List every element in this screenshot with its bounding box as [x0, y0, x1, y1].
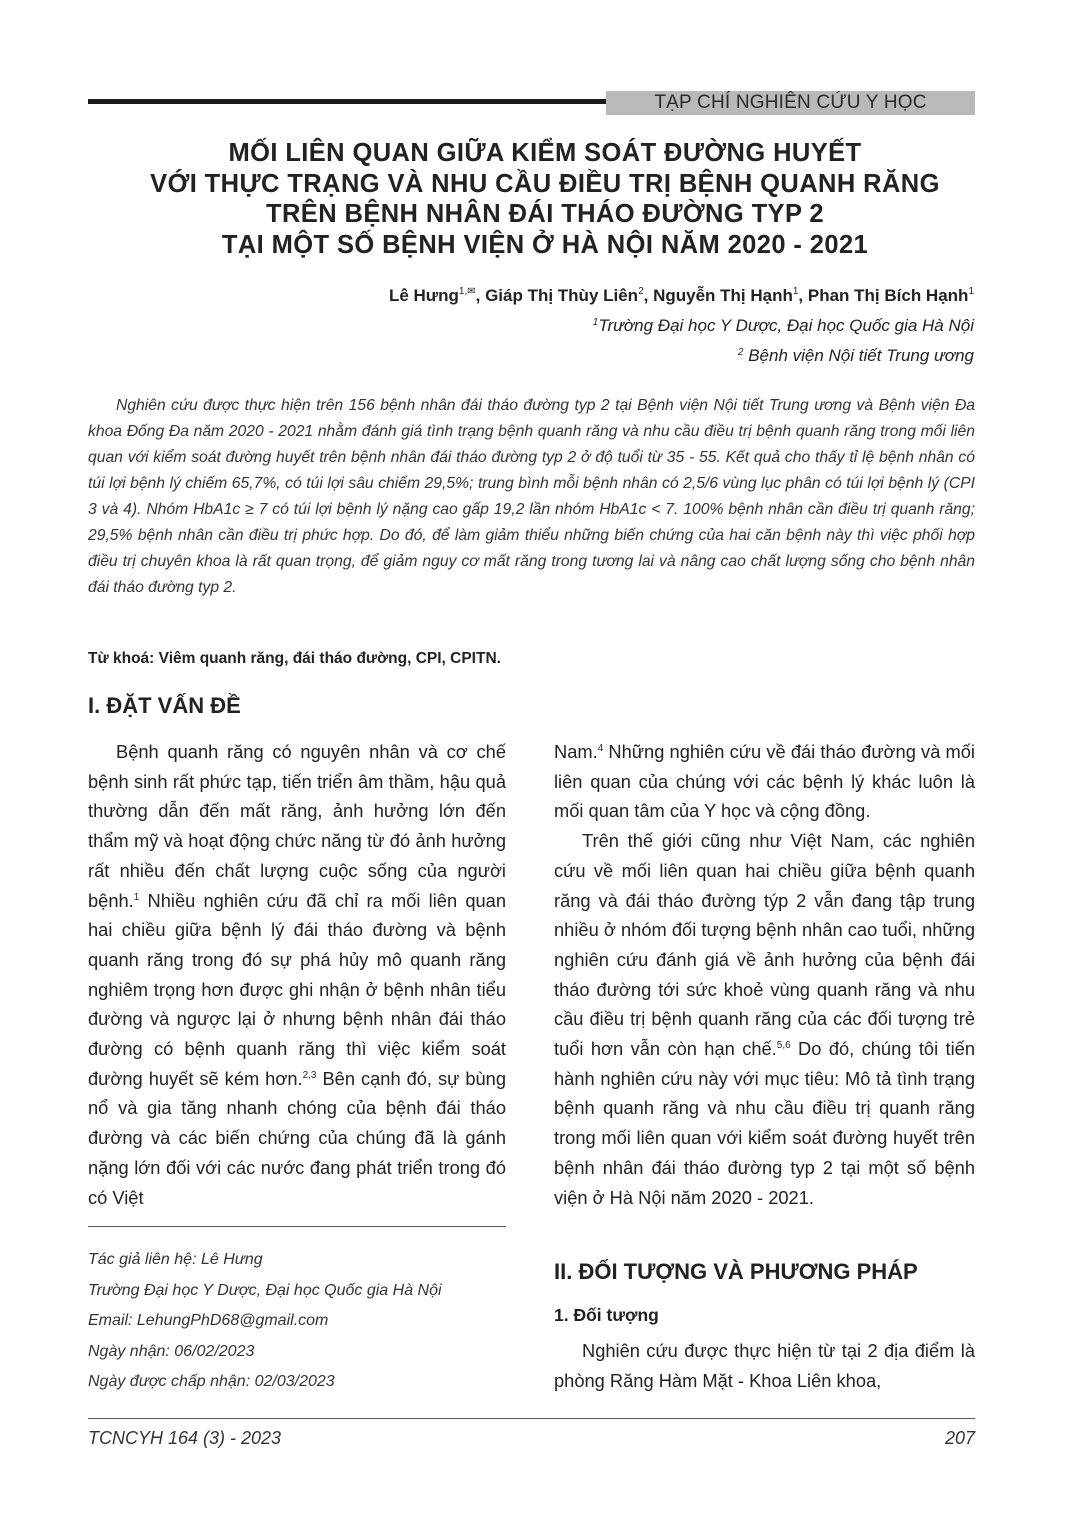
text-run: Nhiều nghiên cứu đã chỉ ra mối liên quan hai chiều giữa bệnh lý đái tháo đường và bệnh quanh răng trong đó sự phá hủy mô quanh răng nghiêm trọng hơn được ghi nhận ở bệnh nhân tiểu đường và ngược lại ở nhưng bệnh nhân đái tháo đường có bệnh quanh răng thì việc kiểm soát đường huyết sẽ kém hơn. — [88, 889, 506, 1089]
keywords: Từ khoá: Viêm quanh răng, đái tháo đường, CPI, CPITN. — [88, 650, 501, 667]
text-run: Bên cạnh đó, sự bùng nổ và gia tăng nhanh chóng của bệnh đái tháo đường và các biến chứng của chúng đã là gánh nặng lớn đối với các nước đang phát triển trong đó có Việt — [88, 1067, 506, 1208]
text-run: Trên thế giới cũng như Việt Nam, các nghiên cứu về mối liên quan hai chiều giữa bệnh quanh răng và đái tháo đường týp 2 vẫn đang tập trung nhiều ở nhóm đối tượng bệnh nhân cao tuổi, những nghiên cứu đánh giá về ảnh hưởng của bệnh đái tháo đường tới sức khoẻ vùng quanh răng và nhu cầu điều trị bệnh quanh răng của các đối tượng trẻ tuổi hơn vẫn còn hạn chế. — [554, 830, 975, 1060]
text-run: Những nghiên cứu về đái tháo đường và mối liên quan của chúng với các bệnh lý khác luôn là mối quan tâm của Y học và cộng đồng. — [554, 741, 975, 822]
affiliation-text: Trường Đại học Y Dược, Đại học Quốc gia Hà Nội — [598, 316, 974, 335]
author-name: Giáp Thị Thùy Liên — [485, 286, 639, 305]
footnote-line: Email: LehungPhD68@gmail.com — [88, 1312, 329, 1329]
citation-ref: 2,3 — [302, 1069, 317, 1081]
author-name: Phan Thị Bích Hạnh — [807, 286, 969, 305]
citation-ref: 1 — [133, 891, 140, 903]
intro-paragraph-cont — [554, 737, 975, 826]
abstract: Nghiên cứu được thực hiện trên 156 bệnh nhân đái tháo đường typ 2 tại Bệnh viện Nội tiết Trung ương và Bệnh viện Đa khoa Đống Đa năm 2020 - 2021 nhằm đánh giá tình trạng bệnh quanh răng và nhu cầu điều trị bệnh quanh răng trong mối liên quan với kiểm soát đường huyết trên bệnh nhân đái tháo đường typ 2 ở độ tuổi từ 35 - 55. Kết quả cho thấy tỉ lệ bệnh nhân có túi lợi bệnh lý chiếm 65,7%, có túi lợi sâu chiếm 29,5%; trung bình mỗi bệnh nhân có 2,5/6 vùng lục phân có túi lợi bệnh lý (CPI 3 và 4). Nhóm HbA1c ≥ 7 có túi lợi bệnh lý nặng cao gấp 19,2 lần nhóm HbA1c < 7. 100% bệnh nhân cần điều trị quanh răng; 29,5% bệnh nhân cần điều trị phức hợp. Do đó, để làm giảm thiểu những biến chứng của hai căn bệnh này thì việc phối hợp điều trị chuyên khoa là rất quan trọng, để giảm nguy cơ mất răng trong tương lai và nâng cao chất lượng sống cho bệnh nhân đái tháo đường typ 2. — [88, 397, 975, 596]
author-name: Nguyễn Thị Hạnh — [653, 286, 793, 305]
header-rule — [88, 99, 608, 104]
affiliation-sup: 1 — [592, 317, 599, 328]
affiliation-1 — [593, 316, 974, 336]
author-sep: , — [798, 286, 808, 305]
author-sup: 1,✉ — [458, 286, 476, 297]
footnote-line: Ngày được chấp nhận: 02/03/2023 — [88, 1373, 335, 1390]
title-line: MỐI LIÊN QUAN GIỮA KIỂM SOÁT ĐƯỜNG HUYẾT — [228, 139, 862, 167]
section-heading-methods: II. ĐỐI TƯỢNG VÀ PHƯƠNG PHÁP — [554, 1259, 918, 1284]
right-column — [554, 737, 975, 1212]
affiliation-sup: 2 — [737, 347, 744, 358]
author-sup: 2 — [638, 286, 644, 297]
author-sup: 1 — [968, 286, 974, 297]
correspondence-footnote — [88, 1245, 442, 1398]
author-sep: , — [475, 286, 486, 305]
title-line: TRÊN BỆNH NHÂN ĐÁI THÁO ĐƯỜNG TYP 2 — [266, 200, 824, 228]
title-line: TẠI MỘT SỐ BỆNH VIỆN Ở HÀ NỘI NĂM 2020 - 2021 — [221, 230, 869, 259]
footnote-line: Ngày nhận: 06/02/2023 — [88, 1342, 255, 1360]
left-column — [88, 737, 506, 1212]
footnote-rule — [88, 1226, 506, 1227]
text-run: Do đó, chúng tôi tiến hành nghiên cứu này với mục tiêu: Mô tả tình trạng bệnh quanh răng và nhu cầu điều trị quanh răng trong mối liên quan với kiểm soát đường huyết trên bệnh nhân đái tháo đường typ 2 tại một số bệnh viện ở Hà Nội năm 2020 - 2021. — [554, 1038, 975, 1208]
intro-paragraph — [88, 737, 506, 1212]
affiliation-text: Bệnh viện Nội tiết Trung ương — [743, 346, 974, 365]
author-list — [389, 286, 974, 306]
author-sup: 1 — [792, 286, 799, 297]
journal-issue: TCNCYH 164 (3) - 2023 — [88, 1428, 282, 1448]
methods-text — [554, 1336, 975, 1395]
subsection-heading-subjects: 1. Đối tượng — [554, 1305, 659, 1325]
footnote-line: Trường Đại học Y Dược, Đại học Quốc gia Hà Nội — [88, 1281, 442, 1299]
title-line: VỚI THỰC TRẠNG VÀ NHU CẦU ĐIỀU TRỊ BỆNH QUANH RĂNG — [150, 169, 940, 198]
text-run: Bệnh quanh răng có nguyên nhân và cơ chế bệnh sinh rất phức tạp, tiến triển âm thầm, hậu quả thường dẫn đến mất răng, ảnh hưởng lớn đến thẩm mỹ và hoạt động chức năng từ đó ảnh hưởng rất nhiều đến chất lượng cuộc sống của người bệnh. — [88, 741, 506, 911]
footer-rule — [88, 1418, 975, 1419]
citation-ref: 5,6 — [776, 1040, 791, 1052]
methods-paragraph: Nghiên cứu được thực hiện từ tại 2 địa điểm là phòng Răng Hàm Mặt - Khoa Liên khoa, — [554, 1340, 975, 1391]
text-run: Nam. — [554, 741, 598, 762]
page-number: 207 — [944, 1428, 975, 1448]
author-sep: , — [643, 286, 654, 305]
article-title — [60, 138, 1030, 260]
citation-ref: 4 — [597, 743, 604, 754]
journal-name: TẠP CHÍ NGHIÊN CỨU Y HỌC — [606, 91, 975, 115]
section-heading-intro: I. ĐẶT VẤN ĐỀ — [88, 693, 241, 718]
author-name: Lê Hưng — [388, 286, 459, 305]
footnote-line: Tác giả liên hệ: Lê Hưng — [88, 1251, 263, 1268]
intro-paragraph-2 — [554, 826, 975, 1212]
affiliation-2 — [738, 346, 974, 366]
